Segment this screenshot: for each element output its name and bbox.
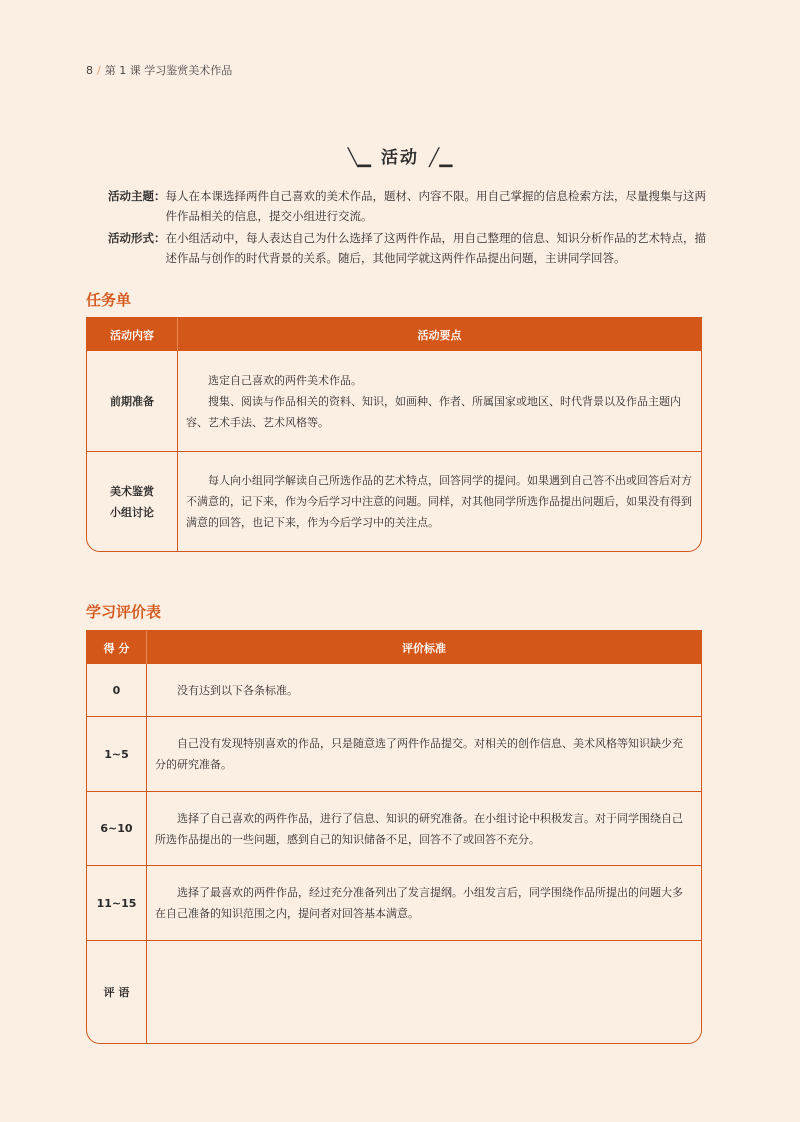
task-label: 前期准备: [87, 351, 178, 451]
activity-form-label: 活动形式：: [108, 231, 166, 245]
evaluation-heading: 学习评价表: [86, 603, 162, 621]
task-point-line: 搜集、阅读与作品相关的资料、知识，如画种、作者、所属国家或地区、时代背景以及作品主题内容、艺术手法、艺术风格等。: [186, 394, 681, 429]
activity-intro: [108, 186, 708, 270]
running-head: [86, 62, 232, 78]
eval-criteria-text: 选择了最喜欢的两件作品，经过充分准备列出了发言提纲。小组发言后，同学围绕作品所提出的问题大多在自己准备的知识范围之内，提问者对回答基本满意。: [155, 886, 683, 920]
eval-criteria-text: 选择了自己喜欢的两件作品，进行了信息、知识的研究准备。在小组讨论中积极发言。对于同学围绕自己所选作品提出的一些问题，感到自己的知识储备不足，回答不了或回答不充分。: [155, 811, 683, 846]
eval-criteria-text: 没有达到以下各条标准。: [177, 683, 298, 697]
title-left-mark: ╲▁: [347, 148, 371, 168]
activity-form-text: 在小组活动中，每人表达自己为什么选择了这两件作品，用自己整理的信息、知识分析作品的艺术特点，描述作品与创作的时代背景的关系。随后，其他同学就这两件作品提出问题，主讲同学回答。: [165, 231, 706, 265]
title-right-mark: ╱▁: [429, 148, 453, 168]
lesson-title: 学习鉴赏美术作品: [144, 64, 233, 77]
eval-score: 11~15: [87, 866, 147, 940]
eval-score: 1~5: [87, 717, 147, 791]
activity-form: [108, 228, 708, 268]
task-points-text: 每人向小组同学解读自己所选作品的艺术特点，回答同学的提问。如果遇到自己答不出或回答后对方不满意的，记下来，作为今后学习中注意的问题。同样，对其他同学所选作品提出问题后，如果没有得到满意的回答，也记下来，作为今后学习中的关注点。: [186, 474, 692, 529]
eval-col-score-header: 得 分: [87, 631, 147, 664]
evaluation-table: [86, 630, 702, 1044]
eval-criteria-text: 自己没有发现特别喜欢的作品，只是随意选了两件作品提交。对相关的创作信息、美术风格等知识缺少充分的研究准备。: [155, 737, 683, 771]
table-row: [87, 664, 701, 716]
eval-score: 0: [87, 664, 147, 716]
separator-slash: /: [97, 64, 101, 77]
task-label-line: 美术鉴赏: [110, 484, 154, 498]
eval-criteria-cell: [147, 792, 701, 865]
table-row: [87, 451, 701, 551]
table-row: [87, 865, 701, 940]
eval-criteria-cell: [147, 866, 701, 940]
task-sheet-table: [86, 317, 702, 552]
activity-title: 活动: [381, 148, 419, 168]
task-col-points-header: 活动要点: [417, 328, 462, 342]
eval-col-criteria-header: 评价标准: [402, 641, 446, 655]
task-sheet-heading: 任务单: [86, 291, 132, 309]
activity-theme-text: 每人在本课选择两件自己喜欢的美术作品，题材、内容不限。用自己掌握的信息检索方法，尽量搜集与这两件作品相关的信息，提交小组进行交流。: [165, 189, 706, 223]
table-row: [87, 791, 701, 865]
task-points-cell: [178, 452, 701, 551]
table-row: [87, 716, 701, 791]
task-points-cell: [178, 351, 701, 451]
lesson-number: 第 1 课: [104, 64, 141, 77]
task-label-line: 小组讨论: [110, 505, 154, 519]
eval-score: 6~10: [87, 792, 147, 865]
page-number: 8: [86, 64, 93, 77]
eval-comments-cell: [147, 941, 701, 1043]
task-label: [87, 452, 178, 551]
eval-criteria-cell: [147, 664, 701, 716]
table-row: [87, 940, 701, 1043]
evaluation-header-row: [87, 631, 701, 664]
table-row: [87, 351, 701, 451]
task-point-line: 选定自己喜欢的两件美术作品。: [208, 373, 362, 387]
activity-theme-label: 活动主题：: [108, 189, 166, 203]
task-col-content-header: 活动内容: [87, 318, 178, 351]
activity-title-block: [0, 143, 800, 168]
eval-criteria-cell: [147, 717, 701, 791]
task-sheet-header-row: [87, 318, 701, 351]
task-points-text: [178, 370, 701, 433]
activity-theme: [108, 186, 708, 226]
eval-comments-label: 评 语: [87, 941, 147, 1043]
